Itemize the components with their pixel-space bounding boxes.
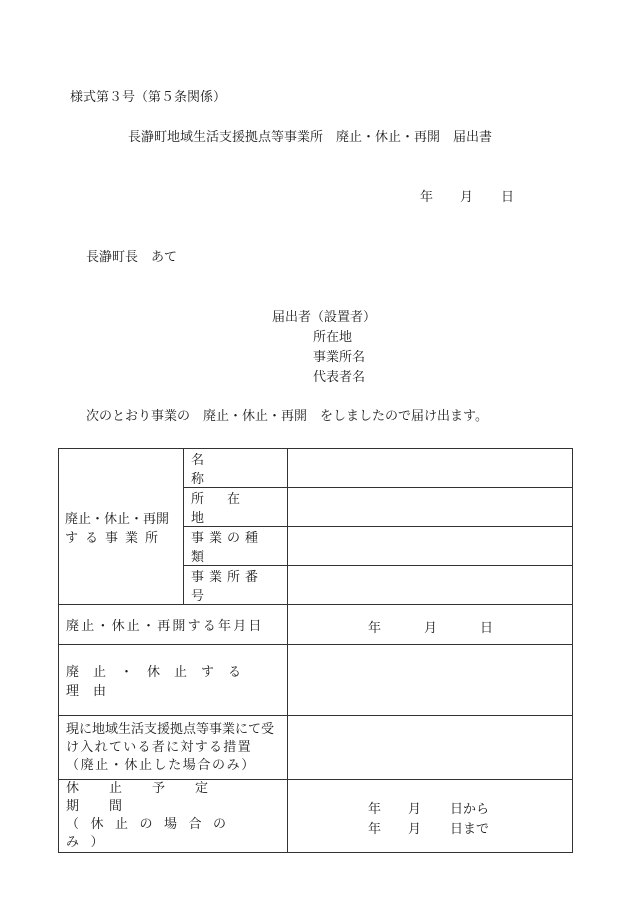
period-start-month: 月 — [408, 802, 422, 817]
reason-label: 廃止・休止する理由 — [66, 665, 256, 699]
form-title: 長瀞町地域生活支援拠点等事業所 廃止・休止・再開 届出書 — [128, 130, 493, 145]
office-number-label-cell — [184, 566, 288, 605]
date-row-label: 廃止・休止・再開する年月日 — [66, 619, 264, 634]
address-label: 所在地 — [191, 492, 264, 526]
address-label-cell — [184, 488, 288, 527]
suspension-note: （休止の場合のみ） — [66, 817, 238, 850]
period-end-month: 月 — [408, 822, 422, 837]
date-row-month: 月 — [424, 620, 438, 636]
form-number: 様式第３号（第５条関係） — [70, 90, 227, 105]
period-from: 日から — [450, 802, 490, 817]
notifier-representative-label: 代表者名 — [313, 370, 366, 385]
date-month-label: 月 — [460, 190, 474, 205]
table-row — [59, 716, 573, 780]
table-row — [59, 449, 573, 488]
notifier-office-name-label: 事業所名 — [313, 350, 366, 365]
date-day-label: 日 — [501, 190, 515, 205]
date-row-year: 年 — [368, 620, 382, 636]
name-label: 名称 — [191, 453, 263, 487]
table-row — [59, 780, 573, 853]
address-value — [288, 488, 573, 527]
name-label-cell — [184, 449, 288, 488]
period-until: 日まで — [450, 822, 490, 837]
facility-header — [59, 449, 184, 605]
office-number-value — [288, 566, 573, 605]
measures-value — [288, 716, 573, 780]
date-row-label-cell — [59, 605, 288, 645]
suspension-period — [288, 780, 573, 853]
table-row — [59, 645, 573, 716]
business-type-label: 事業の種類 — [191, 531, 264, 565]
notifier-location-label: 所在地 — [313, 330, 353, 345]
period-end-year: 年 — [368, 822, 382, 837]
date-year-label: 年 — [420, 190, 434, 205]
name-value — [288, 449, 573, 488]
measures-label-cell — [59, 716, 288, 780]
suspension-label: 休止予定期間 — [66, 781, 239, 814]
notifier-heading: 届出者（設置者） — [272, 310, 377, 325]
facility-header-line1: 廃止・休止・再開 — [65, 511, 170, 527]
table-row — [59, 605, 573, 645]
business-type-value — [288, 527, 573, 566]
reason-label-cell — [59, 645, 288, 716]
date-row-day: 日 — [480, 620, 494, 636]
business-type-label-cell — [184, 527, 288, 566]
measures-line2: け入れている者に対する措置 — [66, 739, 252, 755]
measures-line1: 現に地域生活支援拠点等事業にて受 — [66, 721, 275, 737]
notification-table — [58, 448, 573, 853]
office-number-label: 事業所番号 — [191, 570, 264, 604]
date-row-value — [288, 605, 573, 645]
suspension-label-cell — [59, 780, 288, 853]
measures-line3: （廃止・休止した場合のみ） — [66, 757, 256, 773]
reason-value — [288, 645, 573, 716]
facility-header-line2: する事業所 — [65, 530, 166, 546]
statement: 次のとおり事業の 廃止・休止・再開 をしましたので届け出ます。 — [86, 409, 488, 424]
addressee: 長瀞町長 あて — [86, 250, 178, 265]
period-start-year: 年 — [368, 802, 382, 817]
